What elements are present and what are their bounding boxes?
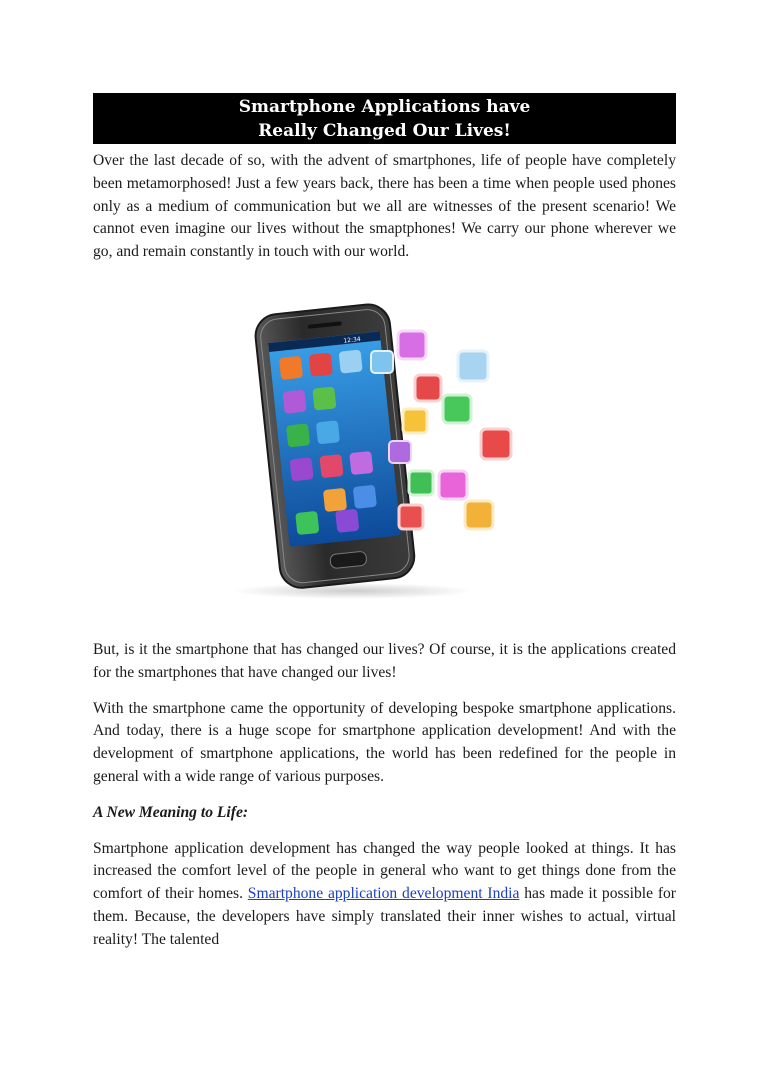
- smartphone-app-development-india-link[interactable]: Smartphone application development India: [247, 885, 520, 903]
- title-banner: [93, 93, 676, 144]
- document-page: [93, 93, 676, 952]
- status-time: 12:34: [343, 335, 362, 345]
- app-cube-icon: [403, 409, 427, 433]
- app-cube-icon: [389, 441, 411, 463]
- app-cube-icon: [371, 351, 393, 373]
- app-cube-icon: [409, 471, 433, 495]
- title-line-2: Really Changed Our Lives!: [258, 121, 511, 141]
- paragraph-development-text-after: has made it possible for them. Because, the developers have simply translated their inner wishes to actual, virtual reality! The talented: [93, 885, 676, 948]
- app-cube-icon: [439, 471, 467, 499]
- paragraph-question: But, is it the smartphone that has changed our lives? Of course, it is the applications created for the smartphones that have changed our lives!: [93, 640, 676, 681]
- app-cube-icon: [398, 331, 426, 359]
- title-line-1: Smartphone Applications have: [238, 97, 531, 117]
- paragraph-development: [93, 838, 676, 952]
- section-heading: A New Meaning to Life:: [93, 803, 249, 821]
- paragraph-intro: Over the last decade of so, with the advent of smartphones, life of people have completely been metamorphosed! Just a few years back, there has been a time when people used phones only as a medium of communication but we all are witnesses of the present scenario! We cannot even imagine our lives without the smaptphones! We carry our phone wherever we go, and remain constantly in touch with our world.: [93, 152, 676, 261]
- app-cube-icon: [443, 395, 471, 423]
- app-cube-icon: [481, 429, 511, 459]
- paragraph-development-text-before: Smartphone application development has changed the way people looked at things. It has increased the comfort level of the people in general who want to get things done from the comfort of their homes.: [93, 839, 676, 903]
- app-cube-icon: [415, 375, 441, 401]
- app-cube-icon: [458, 351, 488, 381]
- app-cube-icon: [399, 505, 423, 529]
- smartphone-apps-illustration: [93, 303, 676, 603]
- phone-shadow: [233, 583, 473, 599]
- app-cube-icon: [465, 501, 493, 529]
- smartphone-illustration-svg: [93, 303, 676, 603]
- paragraph-opportunity: With the smartphone came the opportunity of developing bespoke smartphone applications. And today, there is a huge scope for smartphone application development! And with the development of smartphone applications, the world has been redefined for the people in general with a wide range of various purposes.: [93, 699, 676, 785]
